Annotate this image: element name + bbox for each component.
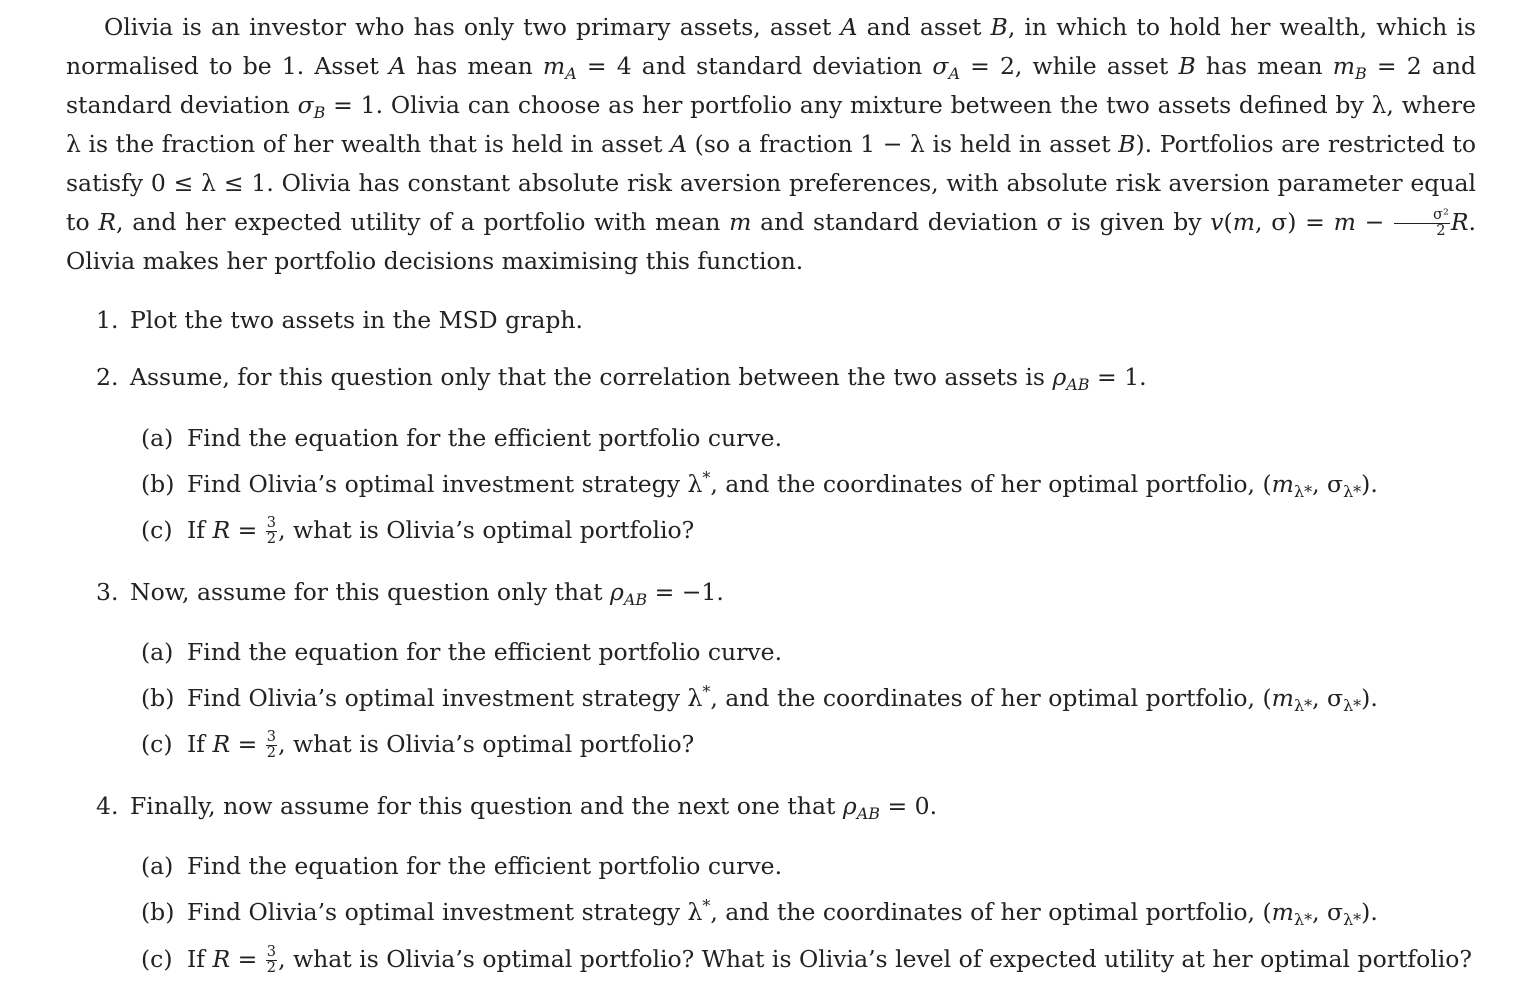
math-var: R <box>1450 208 1469 236</box>
math-var: v <box>1210 208 1224 236</box>
math-subscript: λ* <box>1343 909 1362 929</box>
subquestion-label: (a) <box>141 852 174 880</box>
subquestion-text: If <box>187 516 213 544</box>
math-var: B <box>1118 130 1136 158</box>
subquestion-label: (a) <box>141 638 174 666</box>
math-subscript: AB <box>856 803 881 823</box>
subquestion-text: , what is Olivia’s optimal portfolio? <box>278 730 695 758</box>
question-number: 1. <box>96 306 119 334</box>
intro-text: (so a fraction 1 − λ is held in asset <box>687 130 1119 158</box>
question-2a <box>141 423 782 453</box>
math-var: A <box>840 13 858 41</box>
subquestion-label: (c) <box>141 730 173 758</box>
intro-text: , and her expected utility of a portfolio with mean <box>116 208 730 236</box>
intro-text: and asset <box>857 13 991 41</box>
subquestion-text: , and the coordinates of her optimal portfolio, ( <box>710 684 1272 712</box>
question-number: 3. <box>96 578 119 606</box>
question-3 <box>96 577 724 607</box>
math-subscript: λ* <box>1293 695 1313 715</box>
question-3a <box>141 637 782 667</box>
question-2c <box>141 515 694 547</box>
math-var: R <box>98 208 117 236</box>
subquestion-text: Find the equation for the efficient portfolio curve. <box>187 852 783 880</box>
question-4c <box>141 944 1472 976</box>
subquestion-label: (a) <box>141 424 174 452</box>
fraction-numerator: σ² <box>1394 208 1450 224</box>
math-var: A <box>388 52 406 80</box>
question-4b <box>141 897 1378 927</box>
intro-text: . Olivia makes her portfolio decisions maximising this function. <box>66 208 1476 275</box>
math-var: B <box>1178 52 1196 80</box>
math-subscript: λ* <box>1293 909 1313 929</box>
math-var: m <box>1333 208 1356 236</box>
subquestion-text: Find Olivia’s optimal investment strategy λ <box>187 684 703 712</box>
math-var: R <box>212 516 231 544</box>
math-superscript: * <box>702 896 711 916</box>
question-3b <box>141 683 1378 713</box>
question-3c <box>141 729 694 761</box>
intro-text: has mean <box>405 52 543 80</box>
math-superscript: * <box>702 682 711 702</box>
math-var: σ <box>297 91 314 119</box>
math-var: B <box>990 13 1008 41</box>
math-var: R <box>212 730 231 758</box>
subquestion-label: (c) <box>141 516 173 544</box>
math-subscript: AB <box>1066 374 1090 394</box>
math-var: R <box>212 945 231 973</box>
math-var: m <box>1271 898 1294 926</box>
question-4a <box>141 851 782 881</box>
question-text: Finally, now assume for this question and the next one that <box>130 792 843 820</box>
subquestion-text: If <box>187 730 213 758</box>
math-var: m <box>1232 208 1255 236</box>
subquestion-text: = <box>230 945 265 973</box>
subquestion-text: Find the equation for the efficient portfolio curve. <box>187 638 783 666</box>
intro-text: − <box>1355 208 1394 236</box>
question-number: 2. <box>96 363 119 391</box>
fraction-denominator: 2 <box>266 530 277 547</box>
math-var: σ <box>932 52 949 80</box>
intro-text: , in which to hold her wealth, which is normalised to be 1. Asset <box>66 13 1476 80</box>
question-text: Assume, for this question only that the correlation between the two assets is <box>130 363 1053 391</box>
fraction-sigma-squared-over-two <box>1394 208 1450 238</box>
question-2 <box>96 362 1147 392</box>
subquestion-label: (c) <box>141 945 173 973</box>
fraction-denominator: 2 <box>266 959 277 976</box>
fraction-numerator: 3 <box>266 514 277 532</box>
math-subscript: A <box>948 63 960 83</box>
subquestion-text: = <box>230 730 265 758</box>
intro-paragraph <box>66 8 1476 281</box>
question-text: = 1. <box>1089 363 1147 391</box>
subquestion-text: Find the equation for the efficient portfolio curve. <box>187 424 783 452</box>
subquestion-text: ). <box>1361 898 1378 926</box>
subquestion-label: (b) <box>141 684 175 712</box>
subquestion-text: = <box>230 516 265 544</box>
math-subscript: AB <box>623 589 648 609</box>
subquestion-text: , what is Olivia’s optimal portfolio? What is Olivia’s level of expected utility at her optimal portfolio? <box>278 945 1473 973</box>
math-subscript: B <box>313 102 326 122</box>
fraction-three-halves <box>266 730 277 760</box>
fraction-three-halves <box>266 945 277 975</box>
subquestion-label: (b) <box>141 470 175 498</box>
question-text: = 0. <box>880 792 938 820</box>
subquestion-text: ). <box>1361 684 1378 712</box>
fraction-numerator: 3 <box>266 943 277 961</box>
question-2b <box>141 469 1378 499</box>
question-1 <box>96 305 583 335</box>
intro-text: = 1. Olivia can choose as her portfolio any mixture between the two assets defined by λ, where λ is the fraction of her wealth that is held in asset <box>66 91 1476 158</box>
subquestion-text: If <box>187 945 213 973</box>
math-var: m <box>729 208 752 236</box>
fraction-numerator: 3 <box>266 728 277 746</box>
subquestion-label: (b) <box>141 898 175 926</box>
subquestion-text: , what is Olivia’s optimal portfolio? <box>278 516 695 544</box>
subquestion-text: , and the coordinates of her optimal portfolio, ( <box>710 470 1272 498</box>
math-var: m <box>542 52 566 80</box>
subquestion-text: , σ <box>1312 470 1344 498</box>
math-var: ρ <box>1052 363 1067 391</box>
intro-text: = 2 and standard deviation <box>66 52 1477 119</box>
intro-text: ). Portfolios are restricted to satisfy 0 ≤ λ ≤ 1. Olivia has constant absolute risk aversion preferences, with absolute risk aversion parameter equal to <box>66 130 1476 236</box>
math-superscript: * <box>702 468 711 488</box>
subquestion-text: ). <box>1361 470 1378 498</box>
math-subscript: λ* <box>1343 695 1362 715</box>
question-text: = −1. <box>647 578 724 606</box>
fraction-denominator: 2 <box>1436 222 1446 239</box>
math-var: ρ <box>609 578 624 606</box>
math-var: m <box>1271 470 1294 498</box>
math-var: m <box>1271 684 1294 712</box>
intro-text: = 2, while asset <box>959 52 1179 80</box>
math-subscript: λ* <box>1343 481 1362 501</box>
math-subscript: λ* <box>1293 481 1313 501</box>
fraction-denominator: 2 <box>266 744 277 761</box>
subquestion-text: , σ <box>1312 684 1344 712</box>
math-var: m <box>1332 52 1356 80</box>
question-number: 4. <box>96 792 119 820</box>
math-subscript: B <box>1355 63 1367 83</box>
intro-text: Olivia is an investor who has only two primary assets, asset <box>104 13 841 41</box>
subquestion-text: Find Olivia’s optimal investment strategy λ <box>187 898 703 926</box>
math-subscript: A <box>565 63 577 83</box>
subquestion-text: , and the coordinates of her optimal portfolio, ( <box>710 898 1272 926</box>
question-text: Now, assume for this question only that <box>130 578 610 606</box>
intro-text: ( <box>1223 208 1233 236</box>
intro-text: = 4 and standard deviation <box>576 52 933 80</box>
intro-text: , σ) = <box>1255 208 1334 236</box>
intro-text: and standard deviation σ is given by <box>751 208 1211 236</box>
fraction-three-halves <box>266 516 277 546</box>
intro-text: has mean <box>1195 52 1333 80</box>
subquestion-text: , σ <box>1312 898 1344 926</box>
subquestion-text: Find Olivia’s optimal investment strategy λ <box>187 470 703 498</box>
math-var: ρ <box>842 792 857 820</box>
question-4 <box>96 791 937 821</box>
math-var: A <box>670 130 688 158</box>
question-text: Plot the two assets in the MSD graph. <box>130 306 584 334</box>
